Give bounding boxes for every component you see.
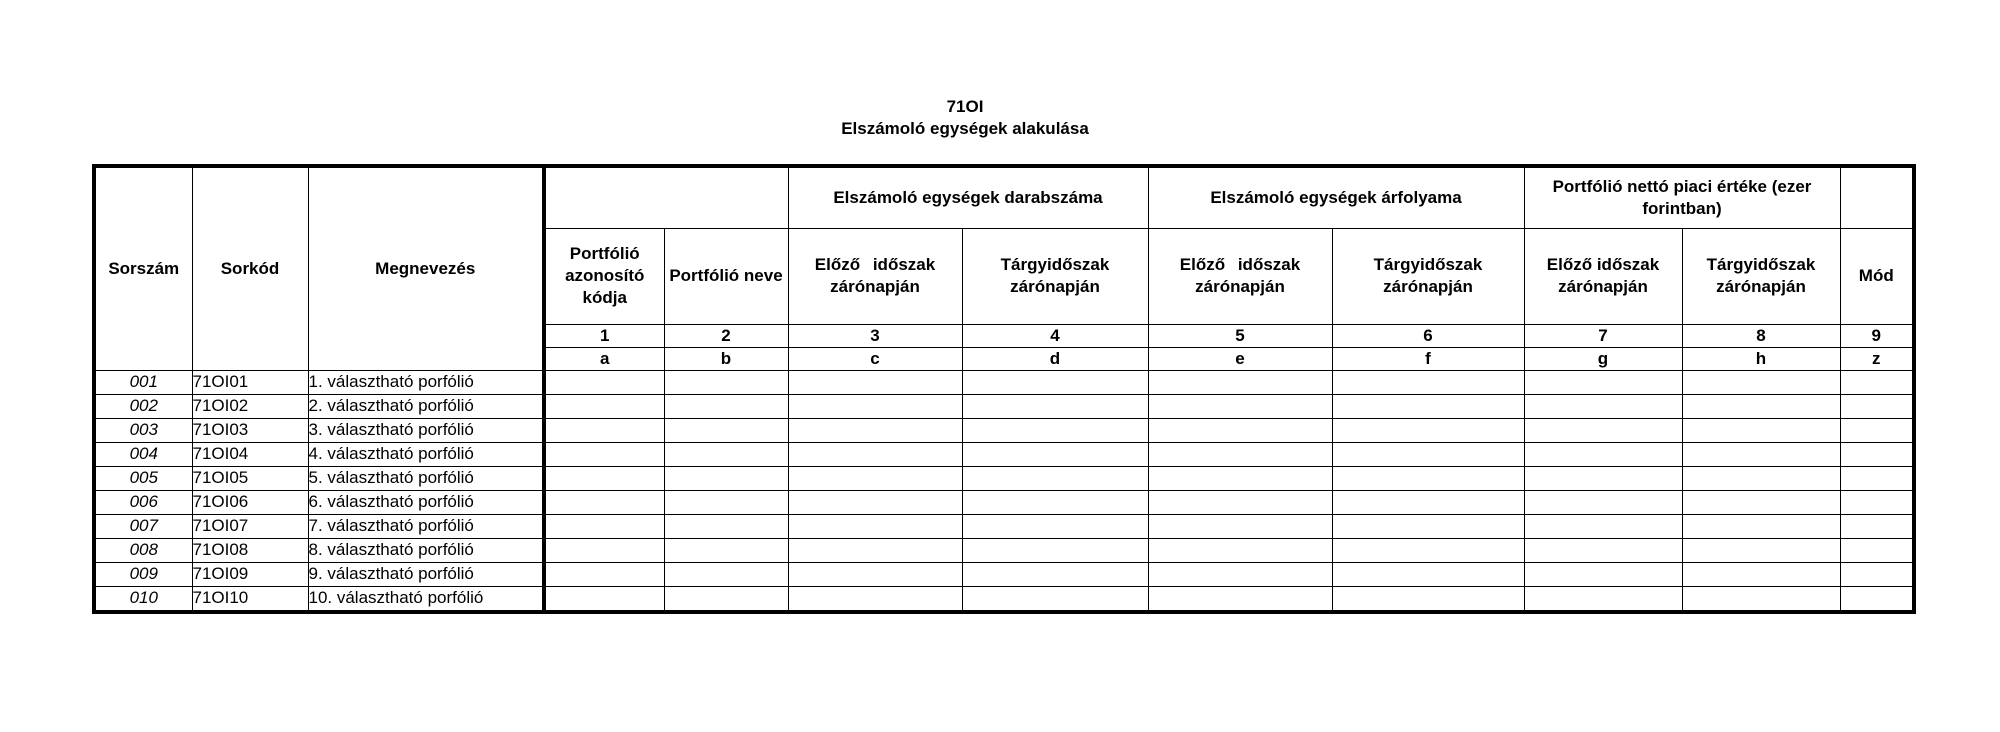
input-cell-col-4[interactable] bbox=[962, 370, 1148, 394]
row-sorkod: 71OI10 bbox=[192, 586, 308, 612]
input-cell-col-5[interactable] bbox=[1148, 562, 1332, 586]
input-cell-col-2[interactable] bbox=[664, 370, 788, 394]
input-cell-col-5[interactable] bbox=[1148, 370, 1332, 394]
input-cell-col-8[interactable] bbox=[1682, 562, 1840, 586]
header-col-5: Előző időszak zárónapján bbox=[1148, 228, 1332, 324]
input-cell-col-3[interactable] bbox=[788, 418, 962, 442]
input-cell-col-1[interactable] bbox=[544, 490, 664, 514]
column-number: 6 bbox=[1332, 324, 1524, 347]
input-cell-col-4[interactable] bbox=[962, 514, 1148, 538]
row-sorkod: 71OI07 bbox=[192, 514, 308, 538]
input-cell-col-6[interactable] bbox=[1332, 418, 1524, 442]
row-sorkod: 71OI08 bbox=[192, 538, 308, 562]
column-number: 1 bbox=[544, 324, 664, 347]
input-cell-col-4[interactable] bbox=[962, 538, 1148, 562]
input-cell-col-4[interactable] bbox=[962, 562, 1148, 586]
header-group-arfolyam: Elszámoló egységek árfolyama bbox=[1148, 166, 1524, 228]
column-letter: h bbox=[1682, 347, 1840, 370]
table-row bbox=[94, 370, 1914, 394]
input-cell-col-2[interactable] bbox=[664, 538, 788, 562]
column-number: 4 bbox=[962, 324, 1148, 347]
row-sorszam: 004 bbox=[94, 442, 192, 466]
row-sorszam: 005 bbox=[94, 466, 192, 490]
table-row bbox=[94, 538, 1914, 562]
table-row bbox=[94, 514, 1914, 538]
table-row bbox=[94, 394, 1914, 418]
input-cell-col-6[interactable] bbox=[1332, 586, 1524, 612]
form-title-block bbox=[0, 96, 1930, 140]
input-cell-col-6[interactable] bbox=[1332, 442, 1524, 466]
input-cell-col-7[interactable] bbox=[1524, 418, 1682, 442]
column-number: 8 bbox=[1682, 324, 1840, 347]
input-cell-col-6[interactable] bbox=[1332, 562, 1524, 586]
header-sorkod: Sorkód bbox=[192, 166, 308, 370]
input-cell-col-7[interactable] bbox=[1524, 538, 1682, 562]
input-cell-col-4[interactable] bbox=[962, 418, 1148, 442]
input-cell-col-6[interactable] bbox=[1332, 490, 1524, 514]
input-cell-col-9[interactable] bbox=[1840, 370, 1914, 394]
input-cell-col-8[interactable] bbox=[1682, 370, 1840, 394]
input-cell-col-9[interactable] bbox=[1840, 562, 1914, 586]
input-cell-col-3[interactable] bbox=[788, 394, 962, 418]
input-cell-col-3[interactable] bbox=[788, 562, 962, 586]
table-row bbox=[94, 490, 1914, 514]
table-row bbox=[94, 586, 1914, 612]
column-letter: z bbox=[1840, 347, 1914, 370]
input-cell-col-3[interactable] bbox=[788, 490, 962, 514]
input-cell-col-9[interactable] bbox=[1840, 418, 1914, 442]
row-megnevezes: 1. választható porfólió bbox=[308, 370, 544, 394]
column-number: 9 bbox=[1840, 324, 1914, 347]
input-cell-col-8[interactable] bbox=[1682, 538, 1840, 562]
input-cell-col-6[interactable] bbox=[1332, 394, 1524, 418]
input-cell-col-2[interactable] bbox=[664, 466, 788, 490]
input-cell-col-7[interactable] bbox=[1524, 562, 1682, 586]
header-col-2: Portfólió neve bbox=[664, 228, 788, 324]
table-row bbox=[94, 442, 1914, 466]
input-cell-col-4[interactable] bbox=[962, 490, 1148, 514]
row-megnevezes: 5. választható porfólió bbox=[308, 466, 544, 490]
input-cell-col-2[interactable] bbox=[664, 562, 788, 586]
row-sorszam: 002 bbox=[94, 394, 192, 418]
header-col-6: Tárgyidőszak zárónapján bbox=[1332, 228, 1524, 324]
column-letter: f bbox=[1332, 347, 1524, 370]
table-row bbox=[94, 418, 1914, 442]
row-megnevezes: 4. választható porfólió bbox=[308, 442, 544, 466]
input-cell-col-9[interactable] bbox=[1840, 490, 1914, 514]
input-cell-col-1[interactable] bbox=[544, 370, 664, 394]
header-col-9: Mód bbox=[1840, 228, 1914, 324]
input-cell-col-8[interactable] bbox=[1682, 442, 1840, 466]
input-cell-col-7[interactable] bbox=[1524, 514, 1682, 538]
row-sorszam: 001 bbox=[94, 370, 192, 394]
row-megnevezes: 6. választható porfólió bbox=[308, 490, 544, 514]
column-letter: b bbox=[664, 347, 788, 370]
input-cell-col-2[interactable] bbox=[664, 442, 788, 466]
input-cell-col-6[interactable] bbox=[1332, 370, 1524, 394]
input-cell-col-9[interactable] bbox=[1840, 538, 1914, 562]
input-cell-col-8[interactable] bbox=[1682, 586, 1840, 612]
header-sorszam: Sorszám bbox=[94, 166, 192, 370]
report-table bbox=[92, 164, 1916, 614]
header-group-netto: Portfólió nettó piaci értéke (ezer forintban) bbox=[1524, 166, 1840, 228]
input-cell-col-2[interactable] bbox=[664, 514, 788, 538]
input-cell-col-1[interactable] bbox=[544, 586, 664, 612]
row-megnevezes: 3. választható porfólió bbox=[308, 418, 544, 442]
input-cell-col-2[interactable] bbox=[664, 394, 788, 418]
column-number: 5 bbox=[1148, 324, 1332, 347]
input-cell-col-7[interactable] bbox=[1524, 586, 1682, 612]
input-cell-col-3[interactable] bbox=[788, 466, 962, 490]
row-sorkod: 71OI03 bbox=[192, 418, 308, 442]
input-cell-col-6[interactable] bbox=[1332, 514, 1524, 538]
row-sorkod: 71OI06 bbox=[192, 490, 308, 514]
input-cell-col-4[interactable] bbox=[962, 466, 1148, 490]
column-number: 3 bbox=[788, 324, 962, 347]
input-cell-col-9[interactable] bbox=[1840, 514, 1914, 538]
column-letter: e bbox=[1148, 347, 1332, 370]
row-sorkod: 71OI09 bbox=[192, 562, 308, 586]
input-cell-col-9[interactable] bbox=[1840, 586, 1914, 612]
row-megnevezes: 9. választható porfólió bbox=[308, 562, 544, 586]
input-cell-col-8[interactable] bbox=[1682, 418, 1840, 442]
column-number: 2 bbox=[664, 324, 788, 347]
input-cell-col-8[interactable] bbox=[1682, 490, 1840, 514]
input-cell-col-1[interactable] bbox=[544, 466, 664, 490]
input-cell-col-3[interactable] bbox=[788, 538, 962, 562]
header-col-3: Előző időszak zárónapján bbox=[788, 228, 962, 324]
header-group-darabszam: Elszámoló egységek darabszáma bbox=[788, 166, 1148, 228]
header-col-1: Portfólió azonosító kódja bbox=[544, 228, 664, 324]
form-code: 71OI bbox=[946, 97, 984, 116]
input-cell-col-5[interactable] bbox=[1148, 538, 1332, 562]
input-cell-col-8[interactable] bbox=[1682, 466, 1840, 490]
input-cell-col-3[interactable] bbox=[788, 514, 962, 538]
input-cell-col-7[interactable] bbox=[1524, 394, 1682, 418]
input-cell-col-5[interactable] bbox=[1148, 442, 1332, 466]
input-cell-col-1[interactable] bbox=[544, 394, 664, 418]
column-letter: g bbox=[1524, 347, 1682, 370]
input-cell-col-6[interactable] bbox=[1332, 466, 1524, 490]
input-cell-col-1[interactable] bbox=[544, 538, 664, 562]
form-title: Elszámoló egységek alakulása bbox=[841, 119, 1089, 138]
header-col-8: Tárgyidőszak zárónapján bbox=[1682, 228, 1840, 324]
row-megnevezes: 7. választható porfólió bbox=[308, 514, 544, 538]
row-sorkod: 71OI02 bbox=[192, 394, 308, 418]
input-cell-col-3[interactable] bbox=[788, 370, 962, 394]
column-letter: a bbox=[544, 347, 664, 370]
input-cell-col-1[interactable] bbox=[544, 514, 664, 538]
input-cell-col-9[interactable] bbox=[1840, 394, 1914, 418]
row-sorszam: 007 bbox=[94, 514, 192, 538]
row-sorkod: 71OI01 bbox=[192, 370, 308, 394]
row-sorszam: 009 bbox=[94, 562, 192, 586]
input-cell-col-5[interactable] bbox=[1148, 490, 1332, 514]
input-cell-col-4[interactable] bbox=[962, 586, 1148, 612]
input-cell-col-7[interactable] bbox=[1524, 442, 1682, 466]
header-col-7: Előző időszak zárónapján bbox=[1524, 228, 1682, 324]
input-cell-col-2[interactable] bbox=[664, 418, 788, 442]
header-group-empty bbox=[544, 166, 788, 228]
table-row bbox=[94, 562, 1914, 586]
input-cell-col-1[interactable] bbox=[544, 562, 664, 586]
header-group-mod-empty bbox=[1840, 166, 1914, 228]
input-cell-col-2[interactable] bbox=[664, 586, 788, 612]
input-cell-col-3[interactable] bbox=[788, 586, 962, 612]
row-sorszam: 006 bbox=[94, 490, 192, 514]
row-sorszam: 010 bbox=[94, 586, 192, 612]
input-cell-col-5[interactable] bbox=[1148, 586, 1332, 612]
row-sorkod: 71OI04 bbox=[192, 442, 308, 466]
row-sorszam: 008 bbox=[94, 538, 192, 562]
input-cell-col-7[interactable] bbox=[1524, 370, 1682, 394]
row-megnevezes: 10. választható porfólió bbox=[308, 586, 544, 612]
table-body bbox=[94, 370, 1914, 612]
input-cell-col-5[interactable] bbox=[1148, 514, 1332, 538]
column-letter: c bbox=[788, 347, 962, 370]
column-number: 7 bbox=[1524, 324, 1682, 347]
input-cell-col-5[interactable] bbox=[1148, 394, 1332, 418]
input-cell-col-3[interactable] bbox=[788, 442, 962, 466]
column-letter: d bbox=[962, 347, 1148, 370]
input-cell-col-6[interactable] bbox=[1332, 538, 1524, 562]
row-megnevezes: 2. választható porfólió bbox=[308, 394, 544, 418]
input-cell-col-9[interactable] bbox=[1840, 466, 1914, 490]
header-col-4: Tárgyidőszak zárónapján bbox=[962, 228, 1148, 324]
row-megnevezes: 8. választható porfólió bbox=[308, 538, 544, 562]
row-sorszam: 003 bbox=[94, 418, 192, 442]
table-row bbox=[94, 466, 1914, 490]
input-cell-col-9[interactable] bbox=[1840, 442, 1914, 466]
header-megnevezes: Megnevezés bbox=[308, 166, 544, 370]
row-sorkod: 71OI05 bbox=[192, 466, 308, 490]
input-cell-col-1[interactable] bbox=[544, 418, 664, 442]
input-cell-col-8[interactable] bbox=[1682, 394, 1840, 418]
input-cell-col-4[interactable] bbox=[962, 394, 1148, 418]
input-cell-col-7[interactable] bbox=[1524, 466, 1682, 490]
input-cell-col-2[interactable] bbox=[664, 490, 788, 514]
input-cell-col-4[interactable] bbox=[962, 442, 1148, 466]
input-cell-col-7[interactable] bbox=[1524, 490, 1682, 514]
input-cell-col-5[interactable] bbox=[1148, 418, 1332, 442]
input-cell-col-8[interactable] bbox=[1682, 514, 1840, 538]
input-cell-col-5[interactable] bbox=[1148, 466, 1332, 490]
input-cell-col-1[interactable] bbox=[544, 442, 664, 466]
